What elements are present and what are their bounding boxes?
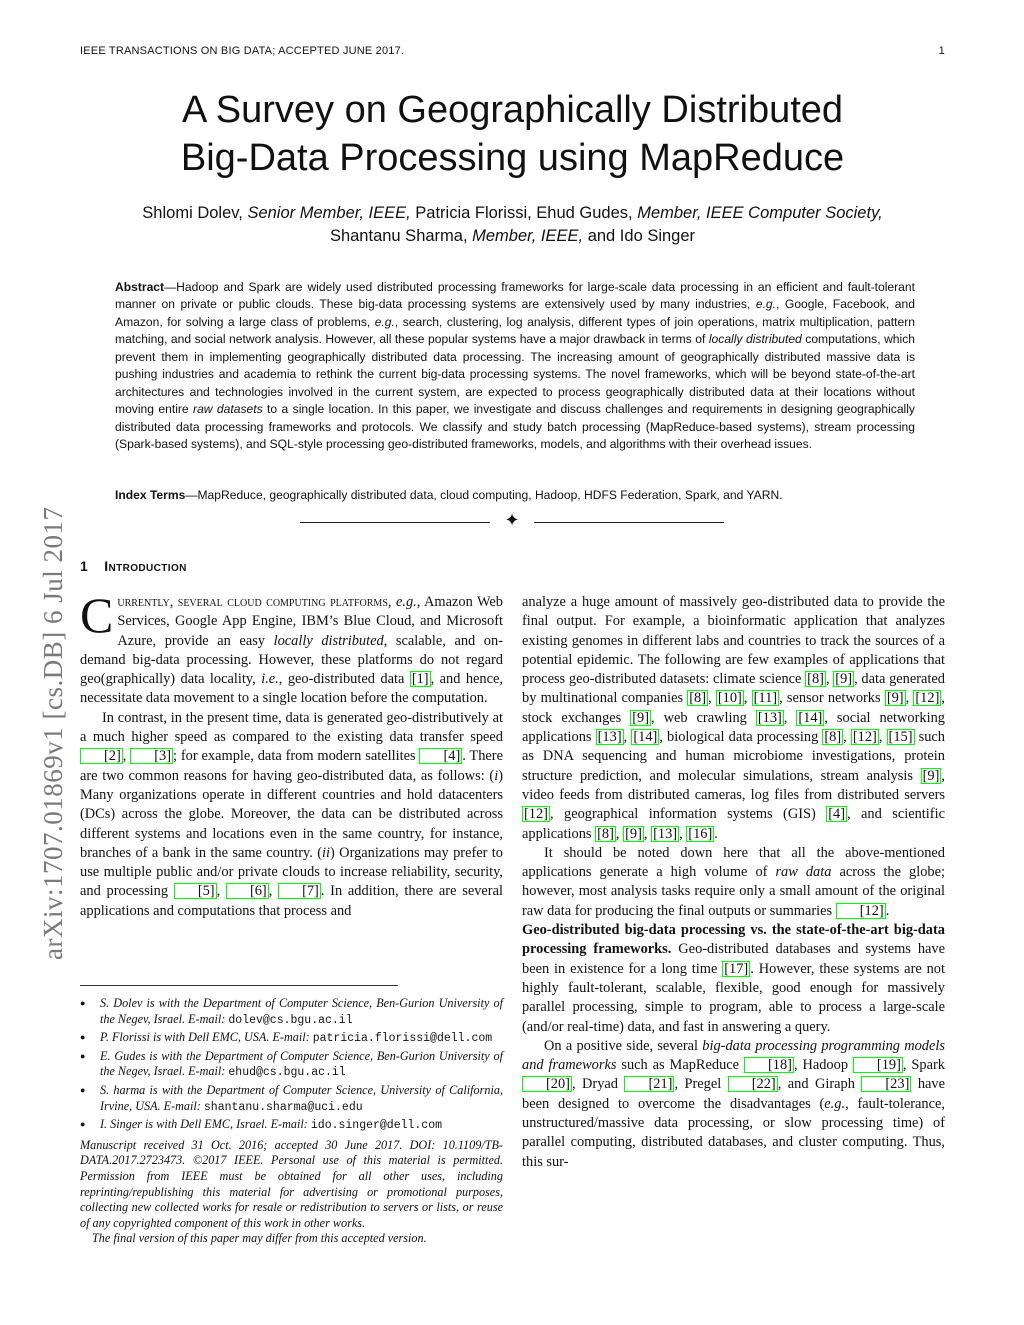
journal-line: IEEE TRANSACTIONS ON BIG DATA; ACCEPTED JUNE 2017.: [80, 45, 405, 57]
text: ; for example, data from modern satellites: [173, 748, 420, 765]
text: have been designed to overcome the disadvantages (: [522, 1076, 945, 1112]
paragraph: [80, 587, 503, 709]
email-link[interactable]: ido.singer@dell.com: [310, 1119, 443, 1133]
footnote-item: [80, 1030, 503, 1047]
text: , geographical information systems (GIS): [549, 806, 827, 823]
divider-star-icon: ✦: [504, 510, 520, 530]
abstract-label: Abstract: [115, 280, 165, 294]
email-link[interactable]: patricia.florissi@dell.com: [312, 1032, 493, 1046]
text: across the globe; however, most analysis tasks require only a small amount of the original raw data for producing the final outputs or summaries: [522, 864, 945, 919]
footnote-rule: [80, 985, 398, 986]
text: , and hence, necessitate data movement to a single location before the computation.: [80, 671, 503, 707]
citation-link[interactable]: [14]: [633, 729, 658, 746]
text: such as DNA sequencing and human microbiome investigations, protein structure prediction, and molecular simulations, stream analysis: [522, 729, 945, 784]
author-name: and Ido Singer: [583, 227, 696, 245]
text: , Spark: [902, 1057, 945, 1074]
footnote-item: [80, 1117, 503, 1134]
citation-link[interactable]: [2]: [80, 748, 123, 764]
citation-link[interactable]: [22]: [728, 1076, 778, 1092]
text: ,: [268, 883, 279, 900]
footnote-item: [80, 1083, 503, 1115]
text: ,: [615, 825, 624, 842]
citation-link[interactable]: [9]: [835, 671, 853, 688]
abstract-text: e.g.: [374, 314, 395, 329]
text: ) Organizations may prefer to use multiple public and/or private clouds to increase reliability, security, and processing: [80, 844, 503, 900]
author-name: Shantanu Sharma,: [329, 227, 473, 245]
author-role: Senior Member, IEEE,: [247, 204, 411, 222]
citation-link[interactable]: [9]: [632, 709, 650, 726]
abstract-text: raw datasets: [193, 402, 263, 417]
citation-link[interactable]: [13]: [597, 729, 622, 746]
text: ii: [322, 844, 331, 861]
section-divider: [300, 510, 724, 533]
text: analyze a huge amount of massively geo-distributed data to provide the final output. For example, a bioinformatic application that analyzes existing genomes in different labs and countries to track the sources of a potential epidemic. The following are few examples of applications that process geo-distributed datasets: climate science: [522, 594, 945, 688]
paragraph-heading: Geo-distributed big-data processing vs. the state-of-the-art big-data processing frameworks.: [522, 922, 945, 958]
citation-link[interactable]: [4]: [828, 806, 846, 823]
section-heading: [80, 558, 187, 574]
divider-line-left: [300, 522, 490, 523]
text: ,: [743, 690, 752, 707]
text: ,: [783, 709, 797, 726]
email-link[interactable]: shantanu.sharma@uci.edu: [203, 1100, 363, 1114]
text: ,: [679, 825, 687, 842]
text: i.e.: [261, 671, 279, 688]
author-name: Patricia Florissi, Ehud Gudes,: [410, 204, 638, 222]
citation-link[interactable]: [13]: [757, 709, 782, 726]
citation-link[interactable]: [9]: [625, 825, 642, 842]
citation-link[interactable]: [12]: [524, 806, 548, 823]
text: , stock exchanges: [522, 690, 945, 726]
index-terms-label: Index Terms: [115, 488, 186, 502]
text: raw data: [775, 864, 832, 881]
text: , video feeds from distributed cameras, log files from distributed servers: [522, 767, 945, 803]
citation-link[interactable]: [3]: [130, 748, 173, 764]
section-number: 1: [80, 558, 89, 574]
abstract: [115, 279, 915, 454]
text: , and scientific applications: [522, 806, 945, 842]
email-link[interactable]: ehud@cs.bgu.ac.il: [228, 1066, 346, 1080]
title-line-1: A Survey on Geographically Distributed: [181, 89, 844, 131]
paragraph: [522, 921, 945, 1037]
citation-link[interactable]: [8]: [824, 729, 842, 746]
citation-link[interactable]: [15]: [888, 729, 913, 746]
paragraph: [522, 1037, 945, 1172]
citation-link[interactable]: [1]: [411, 671, 429, 688]
text: such as MapReduce: [616, 1057, 744, 1074]
text: urrently, several cloud computing platforms,: [117, 594, 396, 610]
citation-link[interactable]: [8]: [807, 671, 824, 688]
text: ,: [708, 690, 716, 707]
index-terms: [115, 487, 915, 504]
paragraph: [80, 709, 503, 921]
text: , social networking applications: [522, 709, 945, 746]
citation-link[interactable]: [11]: [753, 690, 778, 707]
text: , fault-tolerance, unstructured/massive data processing, or slow processing time) of parallel computing, distributed databases, and cluster computing. Thus, this sur-: [522, 1095, 945, 1170]
text: , and Giraph: [777, 1076, 862, 1093]
citation-link[interactable]: [14]: [798, 709, 823, 726]
text: e.g.: [395, 594, 417, 610]
citation-link[interactable]: [17]: [724, 960, 749, 977]
text: , Hadoop: [793, 1057, 853, 1074]
citation-link[interactable]: [10]: [717, 690, 742, 707]
citation-link[interactable]: [8]: [689, 690, 707, 707]
abstract-text: , Google, Facebook, and Amazon, for solving a large class of problems,: [115, 297, 915, 329]
text: ,: [905, 690, 914, 707]
divider-line-right: [534, 522, 724, 523]
paragraph: [522, 593, 945, 844]
drop-cap: C: [80, 587, 114, 643]
text: ,: [843, 729, 851, 746]
text: .: [885, 902, 890, 919]
footnotes: [80, 996, 503, 1247]
text: P. Florissi is with Dell EMC, USA. E-mail:: [100, 1030, 313, 1045]
abstract-text: e.g.: [755, 297, 777, 312]
text: ) Many organizations operate in different countries and hold datacenters (DCs) across the globe. Moreover, the data can be distributed across different systems and locations even in the same country, for instance, branches of a bank in the same country. (: [80, 767, 503, 861]
abstract-text: —Hadoop and Spark are widely used distributed processing frameworks for large-scale data processing in an efficient and fault-tolerant manner on private or public clouds. These big-data processing systems are extensively used by many industries,: [115, 280, 915, 312]
author-role: Member, IEEE,: [472, 227, 584, 245]
text: big-data processing programming models and frameworks: [522, 1037, 945, 1074]
text: ,: [825, 671, 834, 688]
citation-link[interactable]: [21]: [624, 1076, 674, 1092]
text: ,: [623, 729, 632, 746]
citation-link[interactable]: [23]: [861, 1076, 911, 1092]
text: , Dryad: [571, 1076, 625, 1093]
citation-link[interactable]: [8]: [597, 825, 614, 842]
citation-link[interactable]: [5]: [174, 883, 217, 899]
text: , sensor networks: [779, 690, 885, 707]
paragraph: [522, 844, 945, 921]
paper-title: [80, 86, 945, 182]
text: i: [494, 767, 499, 784]
text: , geo-distributed data: [278, 671, 410, 688]
text: .: [714, 825, 718, 842]
citation-link[interactable]: [12]: [852, 729, 877, 746]
text: . In addition, there are several applications and computations that process and: [80, 883, 503, 919]
citation-link[interactable]: [12]: [836, 903, 886, 919]
text: It should be noted down here that all the above-mentioned applications generate a high volume of: [522, 844, 945, 881]
page-number: 1: [938, 45, 945, 57]
text: , biological data processing: [659, 729, 823, 746]
text: , scalable, and on-demand big-data processing. However, these platforms do not regard geo(graphically) data locality,: [80, 632, 503, 688]
text: On a positive side, several: [544, 1037, 703, 1054]
text: ,: [643, 825, 652, 842]
citation-link[interactable]: [9]: [922, 767, 940, 784]
text: ,: [122, 748, 131, 765]
section-title: Introduction: [104, 558, 187, 574]
text: S. harma is with the Department of Computer Science, University of California, Irvine, USA. E-mail:: [100, 1082, 503, 1113]
text: ,: [878, 729, 887, 746]
author-role: Member, IEEE Computer Society,: [637, 204, 883, 222]
citation-link[interactable]: [16]: [688, 825, 713, 842]
title-line-2: Big-Data Processing using MapReduce: [180, 137, 845, 179]
footnote-item: [80, 1049, 503, 1081]
running-head: [80, 45, 945, 57]
author-name: Shlomi Dolev,: [142, 204, 248, 222]
text: E. Gudes is with the Department of Computer Science, Ben-Gurion University of the Negev, Israel. E-mail:: [100, 1048, 503, 1079]
citation-link[interactable]: [19]: [853, 1057, 903, 1073]
abstract-text: to a single location. In this paper, we investigate and discuss challenges and requirements in designing geographically distributed data processing frameworks and protocols. We classify and study batch processing (MapReduce-based systems), stream processing (Spark-based systems), and SQL-style processing geo-distributed frameworks, models, and algorithms with their overhead issues.: [115, 402, 915, 452]
citation-link[interactable]: [9]: [886, 690, 904, 707]
text: locally distributed: [273, 632, 384, 649]
left-column: [80, 587, 503, 921]
citation-link[interactable]: [4]: [419, 748, 462, 764]
citation-link[interactable]: [12]: [915, 690, 940, 707]
abstract-text: , search, clustering, log analysis, different types of join operations, matrix multiplication, pattern matching, and social network analysis. However, all these popular systems have a major drawback in terms of: [115, 314, 915, 347]
arxiv-stamp[interactable]: arXiv:1707.01869v1 [cs.DB] 6 Jul 2017: [38, 506, 68, 960]
text: e.g.: [824, 1095, 846, 1112]
email-link[interactable]: dolev@cs.bgu.ac.il: [228, 1013, 353, 1027]
author-list: [80, 202, 945, 248]
text: , Pregel: [674, 1076, 728, 1093]
text: In contrast, in the present time, data is generated geo-distributively at a much higher speed as compared to the existing data transfer speed: [80, 709, 503, 746]
citation-link[interactable]: [13]: [653, 825, 678, 842]
abstract-text: computations, which prevent them in implementing geographically distributed data processing. The increasing amount of geographically distributed massive data is pushing industries and academia to rethink the current big-data processing systems. The novel frameworks, which will be beyond state-of-the-art architectures and technologies involved in the current system, are expected to process geographically distributed data at their locations without moving entire: [115, 332, 915, 417]
right-column: [522, 593, 945, 1172]
text: , Amazon Web Services, Google App Engine, IBM’s Blue Cloud, and Microsoft Azure, provide an easy: [117, 594, 503, 649]
citation-link[interactable]: [6]: [226, 883, 269, 899]
text: , data generated by multinational companies: [522, 671, 946, 707]
citation-link[interactable]: [18]: [744, 1057, 794, 1073]
text: Geo-distributed databases and systems have been in existence for a long time: [522, 941, 945, 977]
text: S. Dolev is with the Department of Computer Science, Ben-Gurion University of the Negev, Israel. E-mail:: [100, 996, 503, 1026]
footnote-item: [80, 996, 503, 1028]
abstract-text: locally distributed: [708, 332, 802, 347]
final-version-note: The final version of this paper may differ from this accepted version.: [92, 1231, 427, 1246]
citation-link[interactable]: [7]: [278, 883, 321, 899]
text: . There are two common reasons for having geo-distributed data, as follows: (: [80, 748, 503, 784]
citation-link[interactable]: [20]: [522, 1076, 572, 1092]
text: ,: [216, 883, 226, 900]
index-terms-text: —MapReduce, geographically distributed data, cloud computing, Hadoop, HDFS Federation, Spark, and YARN.: [185, 488, 783, 502]
text: , web crawling: [651, 709, 756, 726]
manuscript-note: Manuscript received 31 Oct. 2016; accepted 30 June 2017. DOI: 10.1109/TB-DATA.2017.2723473. ©2017 IEEE. Personal use of this material is permitted. Permission from IEEE must be obtained for all other uses, including reprinting/republishing this material for advertising or promotional purposes, collecting new collected works for resale or redistribution to servers or lists, or reuse of any copyrighted component of this work in other works.: [80, 1137, 503, 1230]
text: . However, these systems are not highly fault-tolerant, scalable, flexible, good enough for massively parallel processing, simple to program, able to process a large-scale (and/or real-time) data, and fast in answering a query.: [522, 960, 945, 1035]
text: I. Singer is with Dell EMC, Israel. E-mail:: [100, 1117, 311, 1132]
